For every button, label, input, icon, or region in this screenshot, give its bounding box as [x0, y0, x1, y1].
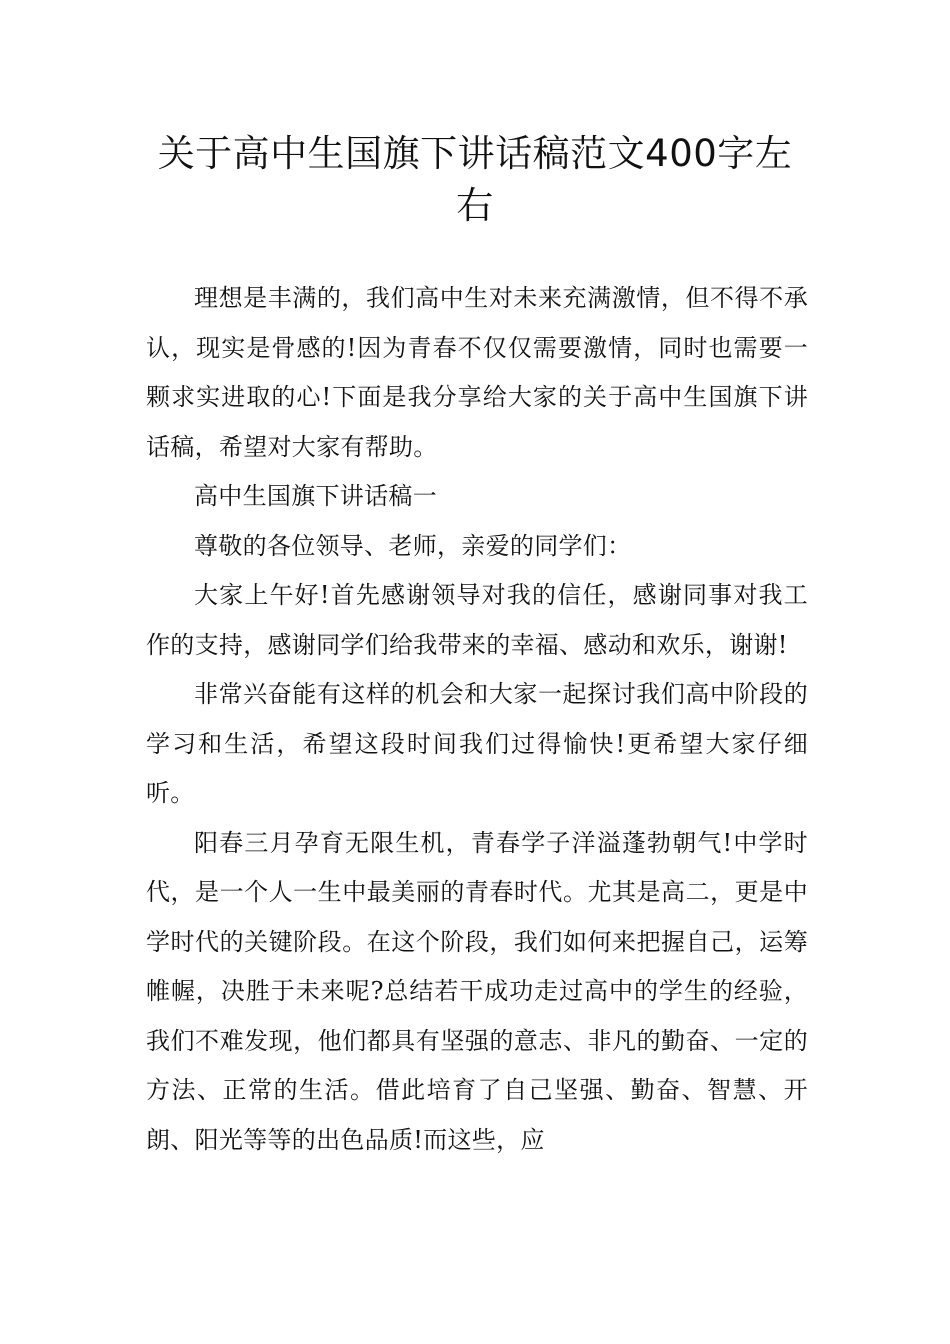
paragraph-section-heading: 高中生国旗下讲话稿一 [194, 482, 437, 510]
paragraph-excitement: 非常兴奋能有这样的机会和大家一起探讨我们高中阶段的学习和生活，希望这段时间我们过得愉快!更希望大家仔细听。 [146, 680, 808, 807]
paragraph-intro: 理想是丰满的，我们高中生对未来充满激情，但不得不承认，现实是骨感的!因为青春不仅仅需要激情，同时也需要一颗求实进取的心!下面是我分享给大家的关于高中生国旗下讲话稿，希望对大家有帮助。 [146, 284, 808, 461]
paragraph-salutation: 尊敬的各位领导、老师，亲爱的同学们： [194, 531, 632, 560]
document-title: 关于高中生国旗下讲话稿范文400字左右 [157, 132, 793, 227]
paragraph-greeting: 大家上午好!首先感谢领导对我的信任，感谢同事对我工作的支持，感谢同学们给我带来的幸福、感动和欢乐，谢谢! [146, 581, 808, 659]
paragraph-spring: 阳春三月孕育无限生机，青春学子洋溢蓬勃朝气!中学时代，是一个人一生中最美丽的青春时代。尤其是高二，更是中学时代的关键阶段。在这个阶段，我们如何来把握自己，运筹帷幄，决胜于未来呢?总结若干成功走过高中的学生的经验，我们不难发现，他们都具有坚强的意志、非凡的勤奋、一定的方法、正常的生活。借此培育了自己坚强、勤奋、智慧、开朗、阳光等等的出色品质!而这些，应 [146, 828, 808, 1154]
document-body [146, 274, 808, 1165]
